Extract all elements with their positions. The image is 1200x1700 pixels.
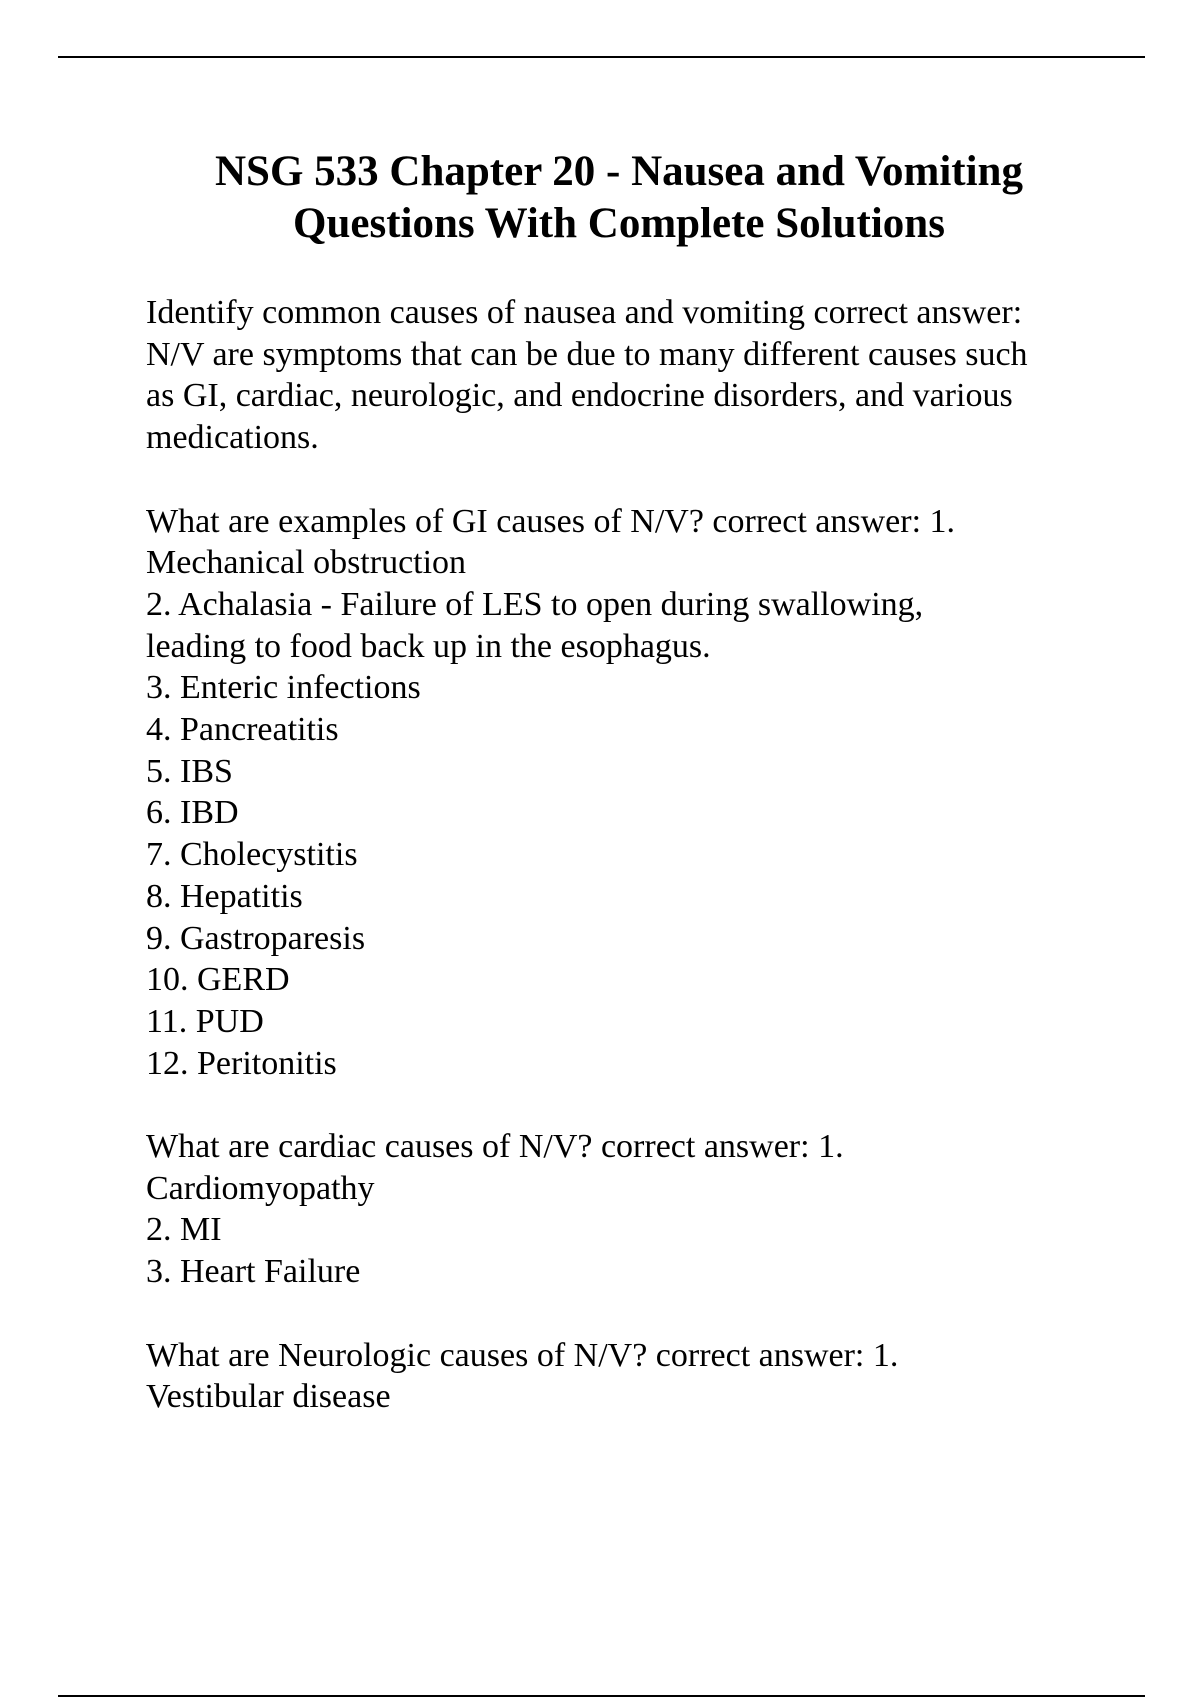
title-line: NSG 533 Chapter 20 - Nausea and Vomiting — [215, 148, 1023, 195]
list-item: 2. MI — [146, 1211, 222, 1249]
list-item: 8. Hepatitis — [146, 877, 303, 915]
list-item: 3. Heart Failure — [146, 1253, 361, 1291]
list-item: 6. IBD — [146, 794, 239, 832]
text-line: What are examples of GI causes of N/V? correct answer: 1. — [146, 502, 956, 540]
text-line: Mechanical obstruction — [146, 544, 467, 582]
top-divider — [58, 56, 1145, 58]
document-body — [146, 292, 1146, 1460]
text-line: medications. — [146, 419, 319, 457]
qa-block-common-causes — [146, 292, 1146, 459]
qa-block-cardiac-causes — [146, 1126, 1146, 1293]
title-line: Questions With Complete Solutions — [293, 200, 945, 247]
text-line: as GI, cardiac, neurologic, and endocrine disorders, and various — [146, 377, 1013, 415]
text-line: Cardiomyopathy — [146, 1169, 375, 1207]
text-line: N/V are symptoms that can be due to many different causes such — [146, 335, 1028, 373]
bottom-divider — [58, 1695, 1145, 1697]
qa-block-neurologic-causes — [146, 1335, 1146, 1418]
list-item: 3. Enteric infections — [146, 669, 421, 707]
list-item: 10. GERD — [146, 961, 290, 999]
list-item: 7. Cholecystitis — [146, 836, 358, 874]
list-item: 5. IBS — [146, 752, 233, 790]
list-item: 12. Peritonitis — [146, 1044, 337, 1082]
document-title — [0, 146, 1200, 250]
list-item: 4. Pancreatitis — [146, 711, 339, 749]
text-line: What are Neurologic causes of N/V? correct answer: 1. — [146, 1336, 899, 1374]
text-line: What are cardiac causes of N/V? correct answer: 1. — [146, 1128, 844, 1166]
text-line: leading to food back up in the esophagus. — [146, 627, 711, 665]
list-item: 11. PUD — [146, 1002, 264, 1040]
text-line: Vestibular disease — [146, 1378, 391, 1416]
list-item: 9. Gastroparesis — [146, 919, 366, 957]
text-line: 2. Achalasia - Failure of LES to open during swallowing, — [146, 585, 924, 623]
qa-block-gi-causes — [146, 501, 1146, 1085]
text-line: Identify common causes of nausea and vomiting correct answer: — [146, 294, 1023, 331]
